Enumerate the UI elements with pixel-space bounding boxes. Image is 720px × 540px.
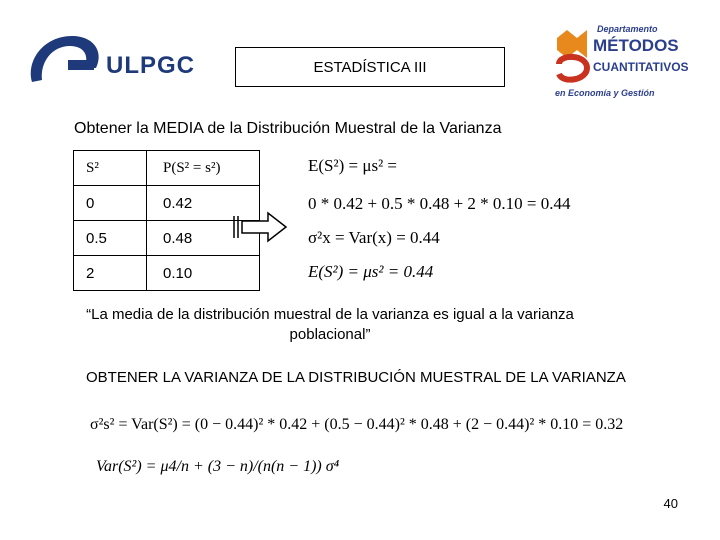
conclusion-quote: “La media de la distribución muestral de la varianza es igual a la varianza poblacional” <box>86 306 574 343</box>
department-logo <box>553 24 689 104</box>
table-header-s2: S² <box>74 151 147 186</box>
section-subtitle: Obtener la MEDIA de la Distribución Muestral de la Varianza <box>74 120 502 137</box>
table-cell-probability: 0.10 <box>147 256 260 291</box>
formula-variance-computation: σ²s² = Var(S²) = (0 − 0.44)² * 0.42 + (0.5 − 0.44)² * 0.48 + (2 − 0.44)² * 0.10 = 0.32 <box>90 416 624 433</box>
table-cell-s2: 0.5 <box>74 221 147 256</box>
implies-arrow-icon <box>232 210 290 244</box>
ulpgc-logo-text: ULPGC <box>106 52 195 79</box>
department-logo-line1: MÉTODOS <box>593 36 679 55</box>
equation-population-variance: σ²x = Var(x) = 0.44 <box>308 228 440 247</box>
variance-section-heading: OBTENER LA VARIANZA DE LA DISTRIBUCIÓN MUESTRAL DE LA VARIANZA <box>86 369 626 386</box>
equation-expected-value-sum: 0 * 0.42 + 0.5 * 0.48 + 2 * 0.10 = 0.44 <box>308 194 571 213</box>
department-logo-emblem-icon <box>553 28 593 90</box>
department-logo-line3: en Economía y Gestión <box>555 88 655 98</box>
ulpgc-logo <box>24 30 214 90</box>
table-cell-probability: 0.48 <box>147 221 260 256</box>
department-logo-line2: CUANTITATIVOS <box>593 60 689 74</box>
department-logo-small-text: Departamento <box>597 24 658 34</box>
table-header-row <box>74 151 260 186</box>
ulpgc-swirl-icon <box>24 30 104 90</box>
table-cell-s2: 2 <box>74 256 147 291</box>
table-cell-probability: 0.42 <box>147 186 260 221</box>
page-number: 40 <box>663 496 678 511</box>
table-cell-s2: 0 <box>74 186 147 221</box>
slide-title: ESTADÍSTICA III <box>235 47 505 87</box>
equation-expected-value-result: E(S²) = μs² = 0.44 <box>308 262 434 281</box>
equation-expected-value: E(S²) = μs² = <box>308 156 398 175</box>
table-row <box>74 256 260 291</box>
table-header-probability: P(S² = s²) <box>147 151 260 186</box>
formula-variance-general: Var(S²) = μ4/n + (3 − n)/(n(n − 1)) σ⁴ <box>96 458 340 475</box>
